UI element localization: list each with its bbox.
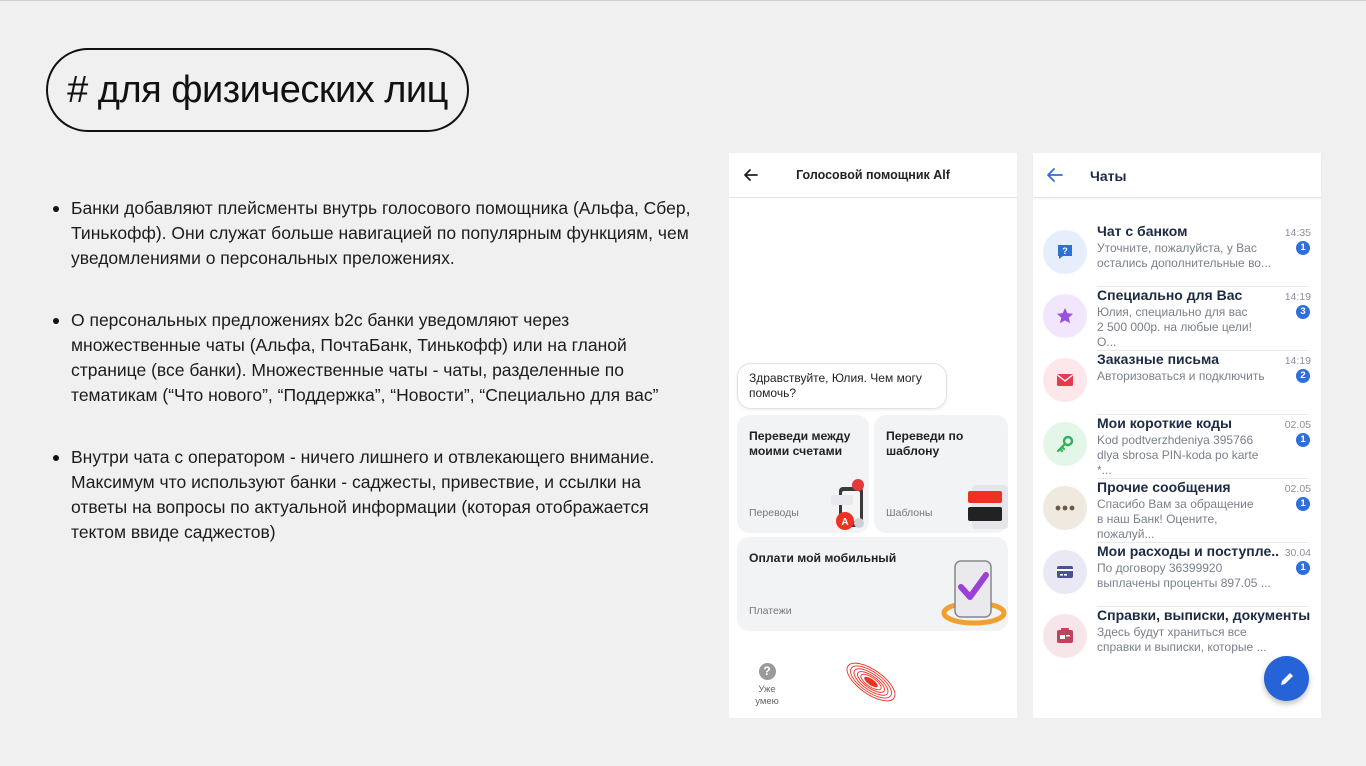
key-icon: [1043, 422, 1087, 466]
compose-button[interactable]: [1264, 656, 1309, 701]
chat-time: 30.04: [1284, 547, 1311, 559]
help-label: Уже умею: [755, 684, 779, 707]
card-subtitle: Шаблоны: [886, 507, 933, 519]
chat-preview: Авторизоваться и подключить: [1097, 369, 1265, 383]
voice-wave-icon[interactable]: [839, 653, 903, 711]
card-icon: [1043, 550, 1087, 594]
suggest-card-transfer-own[interactable]: [737, 415, 869, 533]
more-icon: [1043, 486, 1087, 530]
chat-name: Справки, выписки, документы: [1097, 607, 1311, 623]
bullet-list: [48, 196, 698, 582]
arrow-left-icon[interactable]: [743, 167, 759, 183]
unread-badge: 1: [1296, 433, 1310, 447]
card-subtitle: Платежи: [749, 605, 792, 617]
unread-badge: 3: [1296, 305, 1310, 319]
arrow-left-icon[interactable]: [1046, 167, 1064, 183]
alfa-title: Голосовой помощник Alf: [796, 168, 950, 182]
chat-item-other[interactable]: [1033, 479, 1321, 543]
svg-text:A: A: [841, 517, 849, 528]
card-title: Переведи между моими счетами: [749, 429, 851, 458]
card-title: Переведи по шаблону: [886, 429, 964, 458]
unread-badge: 1: [1296, 561, 1310, 575]
chat-time: 14:19: [1284, 355, 1311, 367]
chat-preview: Спасибо Вам за обращение в наш Банк! Оцените, пожалуй...: [1097, 497, 1254, 541]
help-icon: ?: [759, 663, 776, 680]
pencil-icon: [1278, 670, 1296, 688]
alfa-voice-assistant-screen: [729, 153, 1017, 718]
unread-badge: 1: [1296, 241, 1310, 255]
unread-badge: 1: [1296, 497, 1310, 511]
chat-preview: Юлия, специально для вас 2 500 000р. на любые цели! О...: [1097, 305, 1252, 349]
chat-preview: Здесь будут храниться все справки и выписки, которые ...: [1097, 625, 1267, 654]
chat-item-expenses[interactable]: [1033, 543, 1321, 607]
template-illustration-icon: [962, 481, 1008, 531]
alfa-header: [729, 153, 1017, 198]
document-icon: [1043, 614, 1087, 658]
suggest-card-template[interactable]: [874, 415, 1008, 533]
chat-time: 14:19: [1284, 291, 1311, 303]
card-subtitle: Переводы: [749, 507, 799, 519]
chat-name: Заказные письма: [1097, 351, 1219, 367]
chat-item-codes[interactable]: [1033, 415, 1321, 479]
mail-icon: [1043, 358, 1087, 402]
chat-preview: Kod podtverzhdeniya 395766 dlya sbrosa PIN-koda po karte *...: [1097, 433, 1259, 477]
chat-preview: По договору 36399920 выплачены проценты 897.05 ...: [1097, 561, 1271, 590]
chat-preview: Уточните, пожалуйста, у Вас остались дополнительные во...: [1097, 241, 1271, 270]
unread-badge: 2: [1296, 369, 1310, 383]
chat-name: Прочие сообщения: [1097, 479, 1231, 495]
chat-item-letters[interactable]: [1033, 351, 1321, 415]
chat-name: Специально для Вас: [1097, 287, 1243, 303]
transfer-illustration-icon: [827, 477, 871, 533]
chats-screen: [1033, 153, 1321, 718]
chats-title: Чаты: [1090, 168, 1127, 184]
star-icon: [1043, 294, 1087, 338]
bullet-item: Банки добавляют плейсменты внутрь голосового помощника (Альфа, Сбер, Тинькофф). Они служат больше навигацией по популярным функциям, чем уведомлениями о персональных преложениях.: [48, 196, 698, 271]
chats-header: [1033, 153, 1321, 198]
svg-text:?: ?: [1062, 246, 1068, 256]
chat-time: 02.05: [1284, 419, 1311, 431]
phone-check-illustration-icon: [941, 557, 1007, 629]
chat-name: Мои расходы и поступле..: [1097, 543, 1280, 559]
slide-title: # для физических лиц: [46, 48, 469, 132]
card-title: Оплати мой мобильный: [749, 551, 897, 565]
bullet-item: О персональных предложениях b2c банки уведомляют через множественные чаты (Альфа, ПочтаБанк, Тинькофф) или на гланой странице (все банки). Множественные чаты - чаты, разделенные по тематикам (“Что нового”, “Поддержка”, “Новости”, “Специально для вас”: [48, 308, 698, 408]
chat-item-special[interactable]: [1033, 287, 1321, 351]
chat-name: Чат с банком: [1097, 223, 1188, 239]
chat-name: Мои короткие коды: [1097, 415, 1233, 431]
chat-item-bank[interactable]: [1033, 223, 1321, 287]
help-button[interactable]: [750, 663, 784, 708]
suggest-card-mobile-pay[interactable]: [737, 537, 1008, 631]
chat-time: 14:35: [1284, 227, 1311, 239]
bullet-item: Внутри чата с оператором - ничего лишнего и отвлекающего внимание. Максимум что используют банки - саджесты, привествие, и ссылки на ответы на вопросы по актуальной информации (которая отображается тектом ввиде саджестов): [48, 445, 698, 545]
chat-time: 02.05: [1284, 483, 1311, 495]
question-icon: [1043, 230, 1087, 274]
greeting-bubble: Здравствуйте, Юлия. Чем могу помочь?: [737, 363, 947, 409]
